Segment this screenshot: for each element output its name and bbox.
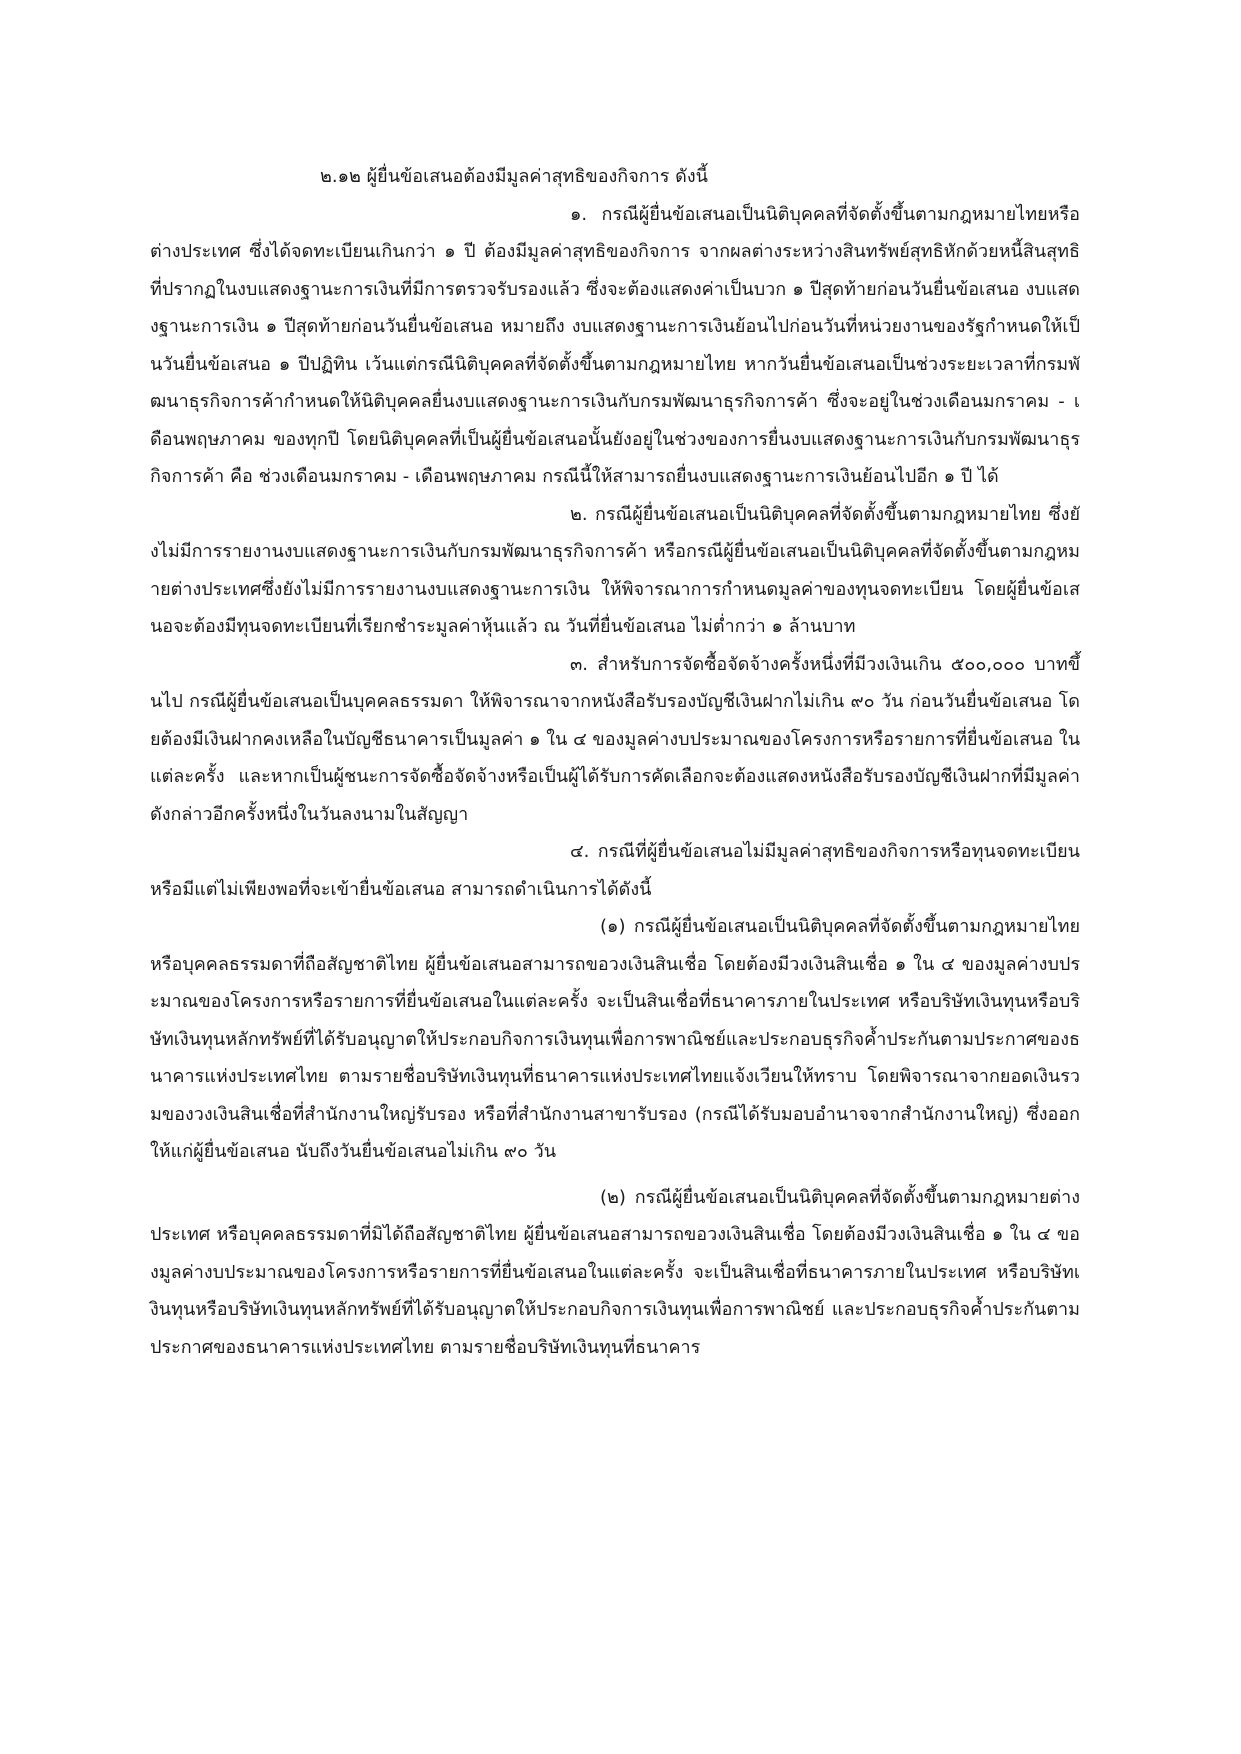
sub-paragraph-1: (๑) กรณีผู้ยื่นข้อเสนอเป็นนิติบุคคลที่จัดตั้งขึ้นตามกฎหมายไทย หรือบุคคลธรรมดาที่ถือสัญชาติไทย ผู้ยื่นข้อเสนอสามารถขอวงเงินสินเชื่อ โดยต้องมีวงเงินสินเชื่อ ๑ ใน ๔ ของมูลค่างบประมาณของโครงการหรือรายการที่ยื่นข้อเสนอในแต่ละครั้ง จะเป็นสินเชื่อที่ธนาคารภายในประเทศ หรือบริษัทเงินทุนหรือบริษัทเงินทุนหลักทรัพย์ที่ได้รับอนุญาตให้ประกอบกิจการเงินทุนเพื่อการพาณิชย์และประกอบธุรกิจค้ำประกันตามประกาศของธนาคารแห่งประเทศไทย ตามรายชื่อบริษัทเงินทุนที่ธนาคารแห่งประเทศไทยแจ้งเวียนให้ทราบ โดยพิจารณาจากยอดเงินรวมของวงเงินสินเชื่อที่สำนักงานใหญ่รับรอง หรือที่สำนักงานสาขารับรอง (กรณีได้รับมอบอำนาจจากสำนักงานใหญ่) ซึ่งออกให้แก่ผู้ยื่นข้อเสนอ นับถึงวันยื่นข้อเสนอไม่เกิน ๙๐ วัน — [150, 916, 1081, 1162]
section-heading: ๒.๑๒ ผู้ยื่นข้อเสนอต้องมีมูลค่าสุทธิของกิจการ ดังนี้ — [320, 166, 708, 187]
document-body — [150, 158, 1080, 1366]
paragraph-2: ๒. กรณีผู้ยื่นข้อเสนอเป็นนิติบุคคลที่จัดตั้งขึ้นตามกฎหมายไทย ซึ่งยังไม่มีการรายงานงบแสดงฐานะการเงินกับกรมพัฒนาธุรกิจการค้า หรือกรณีผู้ยื่นข้อเสนอเป็นนิติบุคคลที่จัดตั้งขึ้นตามกฎหมายต่างประเทศซึ่งยังไม่มีการรายงานงบแสดงฐานะการเงิน ให้พิจารณาการกำหนดมูลค่าของทุนจดทะเบียน โดยผู้ยื่นข้อเสนอจะต้องมีทุนจดทะเบียนที่เรียกชำระมูลค่าหุ้นแล้ว ณ วันที่ยื่นข้อเสนอ ไม่ต่ำกว่า ๑ ล้านบาท — [150, 503, 1080, 637]
paragraph-3: ๓. สำหรับการจัดซื้อจัดจ้างครั้งหนึ่งที่มีวงเงินเกิน ๕๐๐,๐๐๐ บาทขึ้นไป กรณีผู้ยื่นข้อเสนอเป็นบุคคลธรรมดา ให้พิจารณาจากหนังสือรับรองบัญชีเงินฝากไม่เกิน ๙๐ วัน ก่อนวันยื่นข้อเสนอ โดยต้องมีเงินฝากคงเหลือในบัญชีธนาคารเป็นมูลค่า ๑ ใน ๔ ของมูลค่างบประมาณของโครงการหรือรายการที่ยื่นข้อเสนอ ในแต่ละครั้ง และหากเป็นผู้ชนะการจัดซื้อจัดจ้างหรือเป็นผู้ได้รับการคัดเลือกจะต้องแสดงหนังสือรับรองบัญชีเงินฝากที่มีมูลค่าดังกล่าวอีกครั้งหนึ่งในวันลงนามในสัญญา — [150, 653, 1081, 825]
paragraph-4: ๔. กรณีที่ผู้ยื่นข้อเสนอไม่มีมูลค่าสุทธิของกิจการหรือทุนจดทะเบียน หรือมีแต่ไม่เพียงพอที่จะเข้ายื่นข้อเสนอ สามารถดำเนินการได้ดังนี้ — [150, 841, 1080, 900]
sub-paragraph-2: (๒) กรณีผู้ยื่นข้อเสนอเป็นนิติบุคคลที่จัดตั้งขึ้นตามกฎหมายต่างประเทศ หรือบุคคลธรรมดาที่มิได้ถือสัญชาติไทย ผู้ยื่นข้อเสนอสามารถขอวงเงินสินเชื่อ โดยต้องมีวงเงินสินเชื่อ ๑ ใน ๔ ของมูลค่างบประมาณของโครงการหรือรายการที่ยื่นข้อเสนอในแต่ละครั้ง จะเป็นสินเชื่อที่ธนาคารภายในประเทศ หรือบริษัทเงินทุนหรือบริษัทเงินทุนหลักทรัพย์ที่ได้รับอนุญาตให้ประกอบกิจการเงินทุนเพื่อการพาณิชย์ และประกอบธุรกิจค้ำประกันตามประกาศของธนาคารแห่งประเทศไทย ตามรายชื่อบริษัทเงินทุนที่ธนาคาร — [150, 1186, 1080, 1358]
paragraph-1: ๑. กรณีผู้ยื่นข้อเสนอเป็นนิติบุคคลที่จัดตั้งขึ้นตามกฎหมายไทยหรือต่างประเทศ ซึ่งได้จดทะเบียนเกินกว่า ๑ ปี ต้องมีมูลค่าสุทธิของกิจการ จากผลต่างระหว่างสินทรัพย์สุทธิหักด้วยหนี้สินสุทธิ ที่ปรากฏในงบแสดงฐานะการเงินที่มีการตรวจรับรองแล้ว ซึ่งจะต้องแสดงค่าเป็นบวก ๑ ปีสุดท้ายก่อนวันยื่นข้อเสนอ งบแสดงฐานะการเงิน ๑ ปีสุดท้ายก่อนวันยื่นข้อเสนอ หมายถึง งบแสดงฐานะการเงินย้อนไปก่อนวันที่หน่วยงานของรัฐกำหนดให้เป็นวันยื่นข้อเสนอ ๑ ปีปฏิทิน เว้นแต่กรณีนิติบุคคลที่จัดตั้งขึ้นตามกฎหมายไทย หากวันยื่นข้อเสนอเป็นช่วงระยะเวลาที่กรมพัฒนาธุรกิจการค้ากำหนดให้นิติบุคคลยื่นงบแสดงฐานะการเงินกับกรมพัฒนาธุรกิจการค้า ซึ่งจะอยู่ในช่วงเดือนมกราคม - เดือนพฤษภาคม ของทุกปี โดยนิติบุคคลที่เป็นผู้ยื่นข้อเสนอนั้นยังอยู่ในช่วงของการยื่นงบแสดงฐานะการเงินกับกรมพัฒนาธุรกิจการค้า คือ ช่วงเดือนมกราคม - เดือนพฤษภาคม กรณีนี้ให้สามารถยื่นงบแสดงฐานะการเงินย้อนไปอีก ๑ ปี ได้ — [150, 203, 1080, 487]
